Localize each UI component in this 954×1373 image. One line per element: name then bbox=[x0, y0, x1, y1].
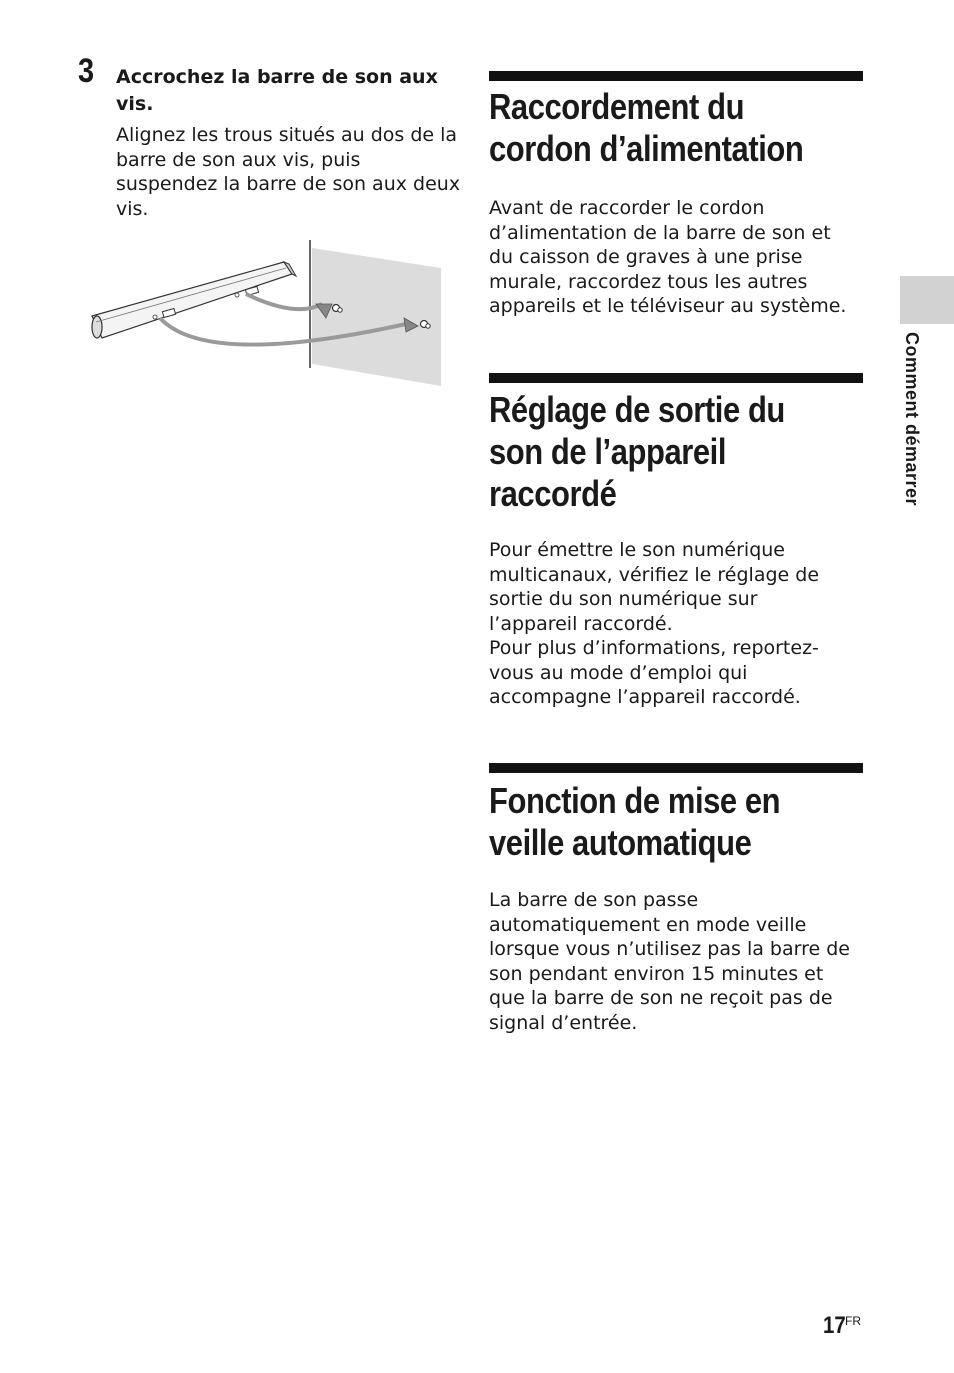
body-line: vous au mode d’emploi qui bbox=[489, 661, 748, 684]
heading-line: cordon d’alimentation bbox=[489, 128, 804, 169]
body-line: son pendant environ 15 minutes et bbox=[489, 962, 824, 985]
body-line: automatiquement en mode veille bbox=[489, 913, 807, 936]
step-title: Accrochez la barre de son aux vis. bbox=[116, 66, 438, 115]
section-rule-3 bbox=[489, 763, 863, 773]
body-line: Avant de raccorder le cordon bbox=[489, 197, 765, 219]
step-number: 3 bbox=[78, 52, 94, 90]
section-body-auto-standby bbox=[489, 888, 869, 1035]
page-language-suffix: FR bbox=[845, 1314, 861, 1328]
heading-line: Raccordement du bbox=[489, 86, 745, 127]
body-line: Pour émettre le son numérique bbox=[489, 539, 785, 561]
section-rule-1 bbox=[489, 71, 863, 81]
section-heading-power-cord bbox=[489, 86, 824, 170]
chapter-tab-marker bbox=[900, 276, 954, 324]
body-line: l’appareil raccordé. bbox=[489, 612, 673, 635]
heading-line: Réglage de sortie du bbox=[489, 389, 785, 430]
section-rule-2 bbox=[489, 373, 863, 383]
section-body-sound-output bbox=[489, 538, 869, 710]
body-line: signal d’entrée. bbox=[489, 1011, 638, 1034]
section-heading-auto-standby bbox=[489, 780, 824, 864]
body-line: que la barre de son ne reçoit pas de bbox=[489, 987, 833, 1009]
body-line: appareils et le téléviseur au système. bbox=[489, 295, 847, 317]
body-line: accompagne l’appareil raccordé. bbox=[489, 686, 801, 708]
heading-line: son de l’appareil bbox=[489, 431, 727, 472]
body-line: multicanaux, vérifiez le réglage de bbox=[489, 563, 820, 586]
body-line: d’alimentation de la barre de son et bbox=[489, 221, 831, 244]
heading-line: raccordé bbox=[489, 473, 617, 514]
section-heading-sound-output bbox=[489, 389, 824, 515]
soundbar-wall-mount-illustration bbox=[86, 238, 446, 388]
page-number: 17 bbox=[823, 1312, 846, 1339]
body-line: du caisson de graves à une prise bbox=[489, 246, 803, 268]
heading-line: veille automatique bbox=[489, 822, 752, 863]
body-line: sortie du son numérique sur bbox=[489, 588, 758, 610]
body-line: murale, raccordez tous les autres bbox=[489, 270, 808, 293]
body-line: Pour plus d’informations, reportez- bbox=[489, 637, 819, 659]
body-line: La barre de son passe bbox=[489, 889, 699, 911]
chapter-label: Comment démarrer bbox=[902, 332, 922, 507]
step-body: Alignez les trous situés au dos de la barre de son aux vis, puis suspendez la barre de son aux deux vis. bbox=[116, 124, 461, 220]
section-body-power-cord bbox=[489, 196, 869, 319]
heading-line: Fonction de mise en bbox=[489, 780, 781, 821]
body-line: lorsque vous n’utilisez pas la barre de bbox=[489, 938, 850, 960]
